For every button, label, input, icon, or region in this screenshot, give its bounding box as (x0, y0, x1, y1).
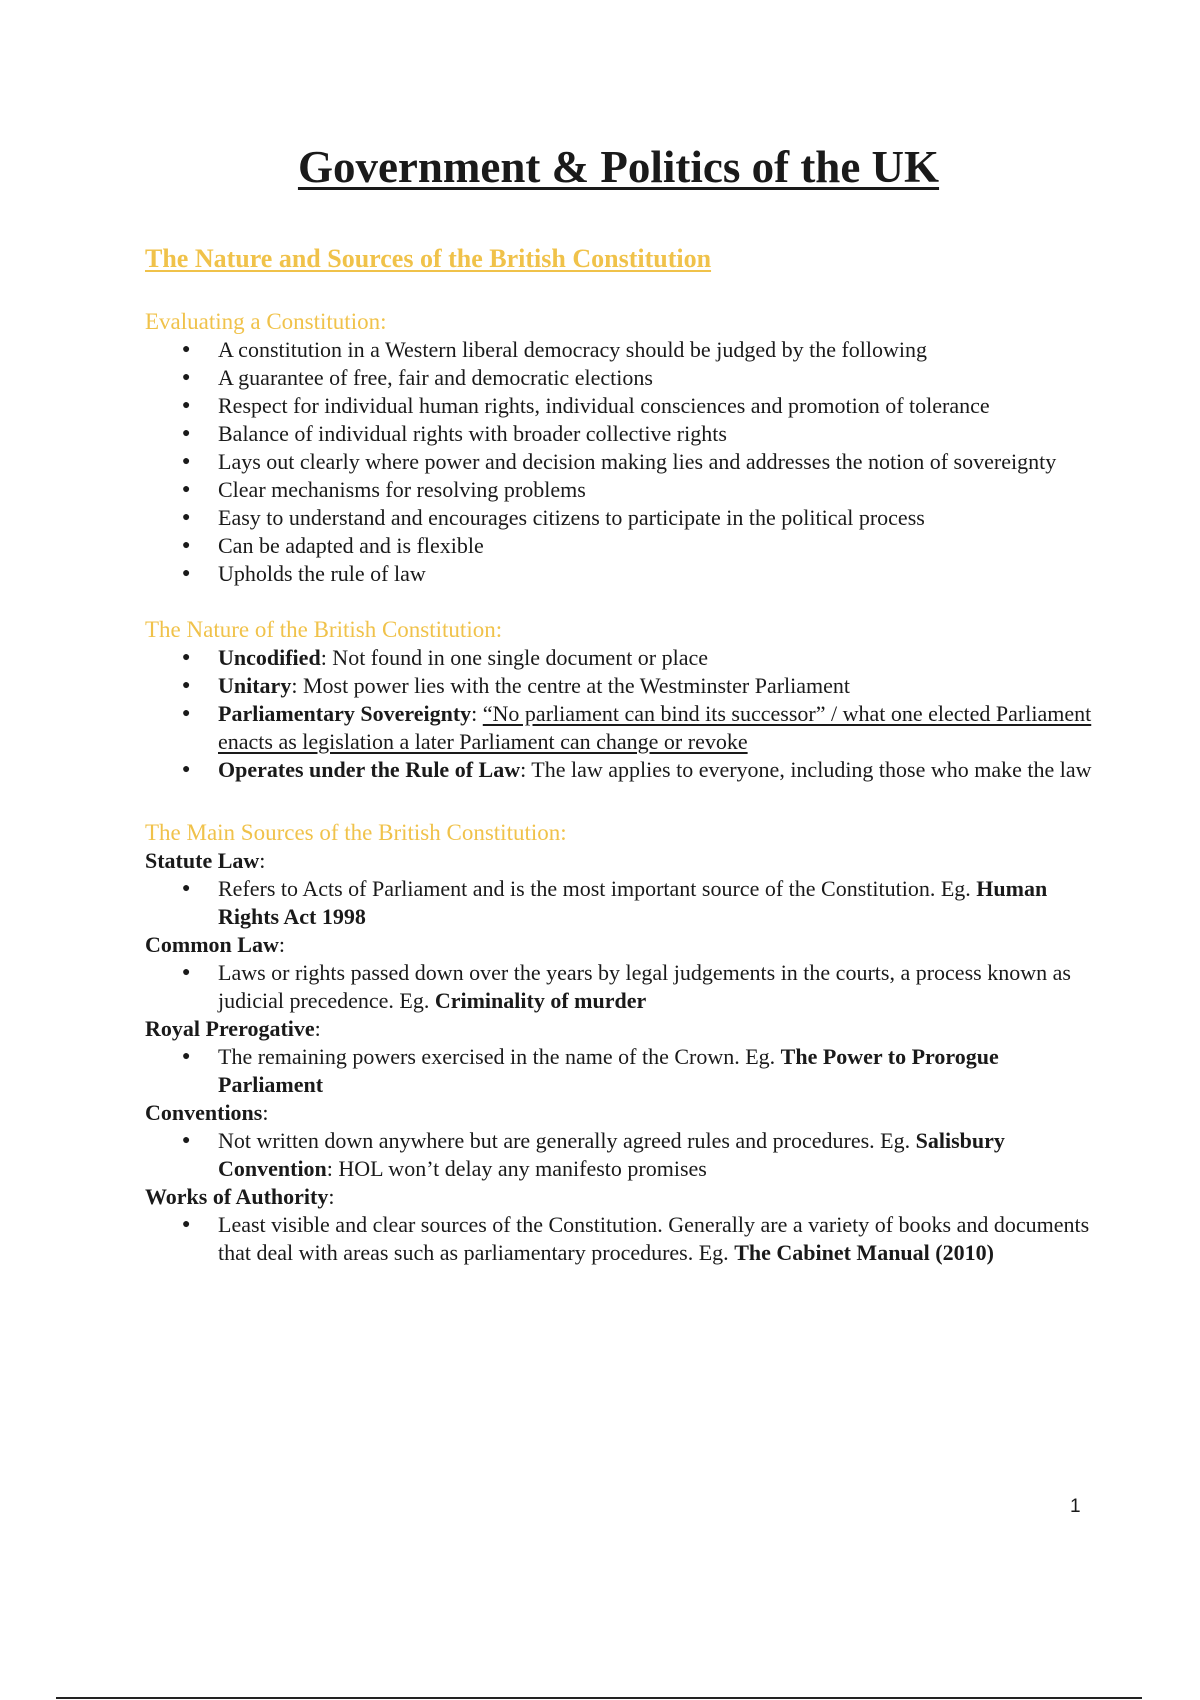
list-item: ● A constitution in a Western liberal democracy should be judged by the following (145, 336, 1095, 364)
section-title: The Nature and Sources of the British Constitution (145, 244, 712, 273)
source-example: Criminality of murder (434, 988, 647, 1013)
list-item: ● Refers to Acts of Parliament and is the most important source of the Constitution. Eg. Human Rights Act 1998 (145, 875, 1095, 931)
nature-text: : Most power lies with the centre at the Westminster Parliament (291, 673, 851, 698)
list-item: ● Laws or rights passed down over the years by legal judgements in the courts, a process known as judicial precedence. Eg. Criminality of murder (145, 959, 1095, 1015)
source-example: The Cabinet Manual (2010) (734, 1240, 994, 1265)
page-number: 1 (1070, 1496, 1081, 1517)
list-item (145, 700, 1095, 756)
sources-heading: The Main Sources of the British Constitution: (145, 820, 567, 845)
source-heading: Statute Law: (145, 848, 266, 873)
document-title: Government & Politics of the UK (297, 142, 940, 192)
source-heading: Royal Prerogative: (145, 1016, 321, 1041)
list-item: ● Not written down anywhere but are generally agreed rules and procedures. Eg. Salisbury Convention: HOL won’t delay any manifesto promises (145, 1127, 1095, 1183)
nature-term: Operates under the Rule of Law (218, 757, 521, 782)
source-heading: Conventions: (145, 1100, 269, 1125)
source-list (145, 875, 1095, 931)
source-example: The Power to Prorogue Parliament (218, 1044, 999, 1097)
list-item: ● Clear mechanisms for resolving problems (145, 476, 1095, 504)
list-item: ● Respect for individual human rights, individual consciences and promotion of tolerance (145, 392, 1095, 420)
evaluating-heading: Evaluating a Constitution: (145, 309, 387, 334)
nature-text: : Not found in one single document or place (320, 645, 709, 670)
source-list (145, 1127, 1095, 1183)
list-item (145, 644, 1095, 672)
nature-list (145, 644, 1095, 784)
list-item: ● Upholds the rule of law (145, 560, 1095, 588)
source-heading: Works of Authority: (145, 1184, 335, 1209)
list-item (145, 672, 1095, 700)
nature-term: Unitary (218, 673, 292, 698)
list-item (145, 756, 1095, 784)
source-example: Salisbury Convention (218, 1128, 1005, 1181)
nature-term: Uncodified (218, 645, 321, 670)
list-item: ● Easy to understand and encourages citizens to participate in the political process (145, 504, 1095, 532)
footer-divider (56, 1697, 1142, 1699)
list-item: ● The remaining powers exercised in the name of the Crown. Eg. The Power to Prorogue Parliament (145, 1043, 1095, 1099)
source-list (145, 1211, 1095, 1267)
list-item: ● Least visible and clear sources of the Constitution. Generally are a variety of books and documents that deal with areas such as parliamentary procedures. Eg. The Cabinet Manual (2010) (145, 1211, 1095, 1267)
evaluating-list (145, 336, 1095, 588)
source-list (145, 959, 1095, 1015)
document-body (145, 308, 1095, 1267)
nature-text: : The law applies to everyone, including those who make the law (520, 757, 1092, 782)
list-item: ● A guarantee of free, fair and democratic elections (145, 364, 1095, 392)
nature-heading: The Nature of the British Constitution: (145, 617, 503, 642)
nature-term: Parliamentary Sovereignty (218, 701, 472, 726)
nature-separator: : (471, 701, 483, 726)
list-item: ● Lays out clearly where power and decision making lies and addresses the notion of sovereignty (145, 448, 1095, 476)
source-example: Human Rights Act 1998 (218, 876, 1048, 929)
list-item: ● Balance of individual rights with broader collective rights (145, 420, 1095, 448)
source-list (145, 1043, 1095, 1099)
nature-text: “No parliament can bind its successor” / what one elected Parliament enacts as legislation a later Parliament can change or revoke (218, 701, 1092, 754)
list-item: ● Can be adapted and is flexible (145, 532, 1095, 560)
source-heading: Common Law: (145, 932, 285, 957)
